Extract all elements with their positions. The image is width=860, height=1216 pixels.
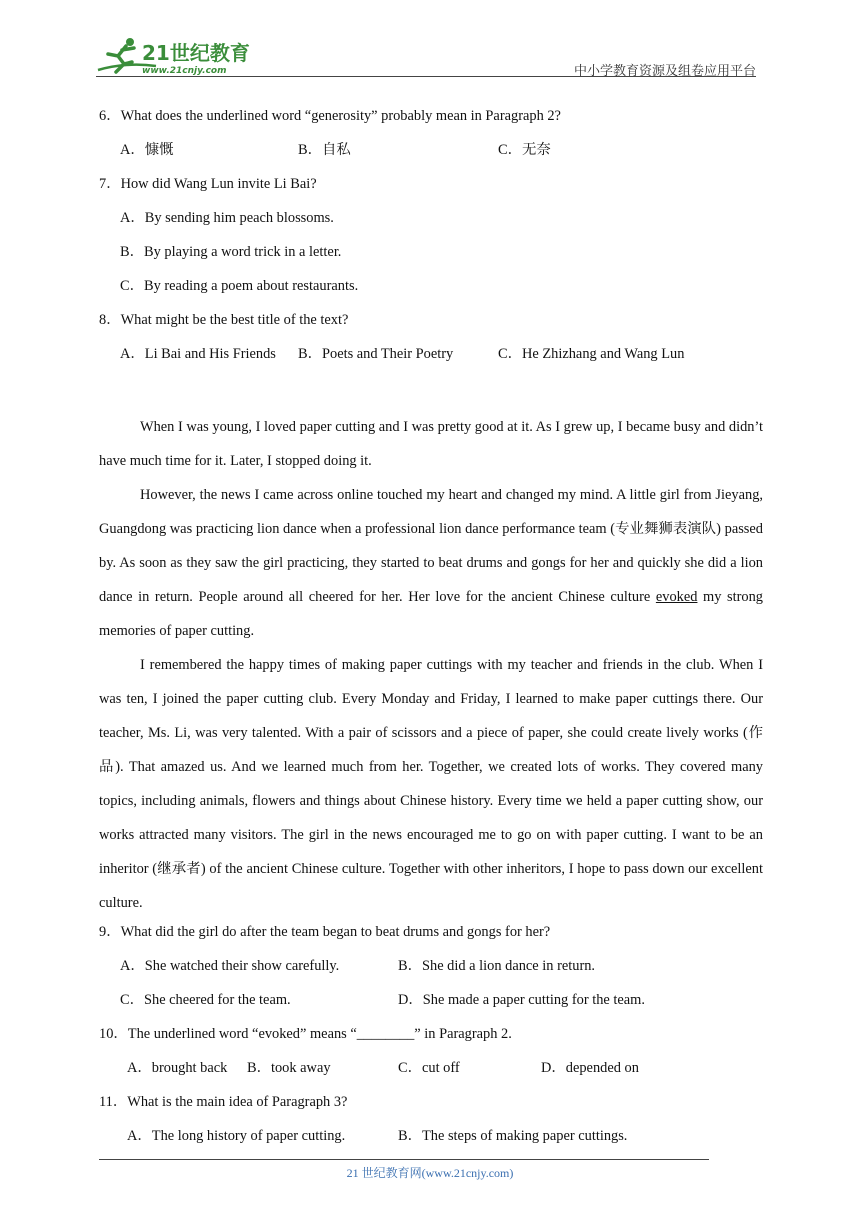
- question-9-options-row-1: [99, 954, 763, 988]
- question-6-options: [99, 138, 763, 172]
- passage-paragraph-3: I remembered the happy times of making paper cuttings with my teacher and friends in the club. When I was ten, I joined the paper cutting club. Every Monday and Friday, I learned to make paper cuttings there. Our teacher, Ms. Li, was very talented. With a pair of scissors and a piece of paper, she could create lively works (作品). That amazed us. And we learned much from her. Together, we created lots of works. They covered many topics, including animals, flowers and things about Chinese history. Every time we held a paper cutting show, our works attracted many visitors. The girl in the news encouraged me to go on with paper cutting. I want to be an inheritor (继承者) of the ancient Chinese culture. Together with other inheritors, I hope to pass down our excellent culture.: [99, 657, 763, 911]
- question-9-options-row-2: [99, 988, 763, 1022]
- svg-text:www.21cnjy.com: www.21cnjy.com: [142, 66, 227, 76]
- option-a: A．She watched their show carefully.: [120, 958, 340, 974]
- question-11: 11．What is the main idea of Paragraph 3?: [99, 1094, 348, 1110]
- question-11-options: [99, 1124, 763, 1158]
- paragraph-text: my strong memories of paper cutting.: [99, 589, 763, 639]
- option-c: C．He Zhizhang and Wang Lun: [498, 346, 685, 362]
- option-c: C．She cheered for the team.: [120, 992, 291, 1008]
- passage-paragraph-1: When I was young, I loved paper cutting and I was pretty good at it. As I grew up, I became busy and didn’t have much time for it. Later, I stopped doing it.: [99, 419, 763, 469]
- option-b: B．The steps of making paper cuttings.: [398, 1128, 628, 1144]
- footer-divider: [99, 1159, 709, 1160]
- question-8-options: [99, 342, 763, 376]
- option-b: B．By playing a word trick in a letter.: [120, 244, 342, 260]
- question-7: 7．How did Wang Lun invite Li Bai?: [99, 176, 317, 192]
- question-8: 8．What might be the best title of the text?: [99, 312, 349, 328]
- option-b: B．自私: [298, 142, 351, 158]
- option-c: C．无奈: [498, 142, 551, 158]
- option-a: A．Li Bai and His Friends: [120, 346, 276, 362]
- option-a: A．By sending him peach blossoms.: [120, 210, 334, 226]
- paragraph-text: However, the news I came across online touched my heart and changed my mind. A little girl from Jieyang, Guangdong was practicing lion dance when a professional lion dance performance team (专业舞狮表演队) passed by. As soon as they saw the girl practicing, they started to beat drums and gongs for her and quickly she did a lion dance in return. People around all cheered for her. Her love for the ancient Chinese culture: [99, 487, 763, 605]
- option-a: A．慷慨: [120, 142, 174, 158]
- option-a: A．The long history of paper cutting.: [127, 1128, 346, 1144]
- option-d: D．She made a paper cutting for the team.: [398, 992, 645, 1008]
- page-header: [0, 0, 860, 80]
- option-b: B．took away: [247, 1060, 331, 1076]
- passage-paragraph-2: [99, 478, 763, 648]
- question-6: 6．What does the underlined word “generosity” probably mean in Paragraph 2?: [99, 108, 561, 124]
- option-b: B．Poets and Their Poetry: [298, 346, 454, 362]
- option-a: A．brought back: [127, 1060, 228, 1076]
- option-d: D．depended on: [541, 1060, 639, 1076]
- question-10-options: [99, 1056, 763, 1090]
- underlined-word: evoked: [655, 589, 698, 605]
- svg-text:21世纪教育: 21世纪教育: [142, 41, 250, 65]
- question-9: 9．What did the girl do after the team began to beat drums and gongs for her?: [99, 924, 551, 940]
- option-c: C．cut off: [398, 1060, 460, 1076]
- document-body: [99, 104, 763, 1158]
- option-c: C．By reading a poem about restaurants.: [120, 278, 359, 294]
- question-10: 10．The underlined word “evoked” means “________” in Paragraph 2.: [99, 1026, 512, 1042]
- option-b: B．She did a lion dance in return.: [398, 958, 596, 974]
- page-footer: 21 世纪教育网(www.21cnjy.com): [346, 1166, 514, 1180]
- header-divider: [96, 76, 756, 77]
- site-logo: [96, 36, 261, 76]
- site-name: 中小学教育资源及组卷应用平台: [573, 64, 756, 79]
